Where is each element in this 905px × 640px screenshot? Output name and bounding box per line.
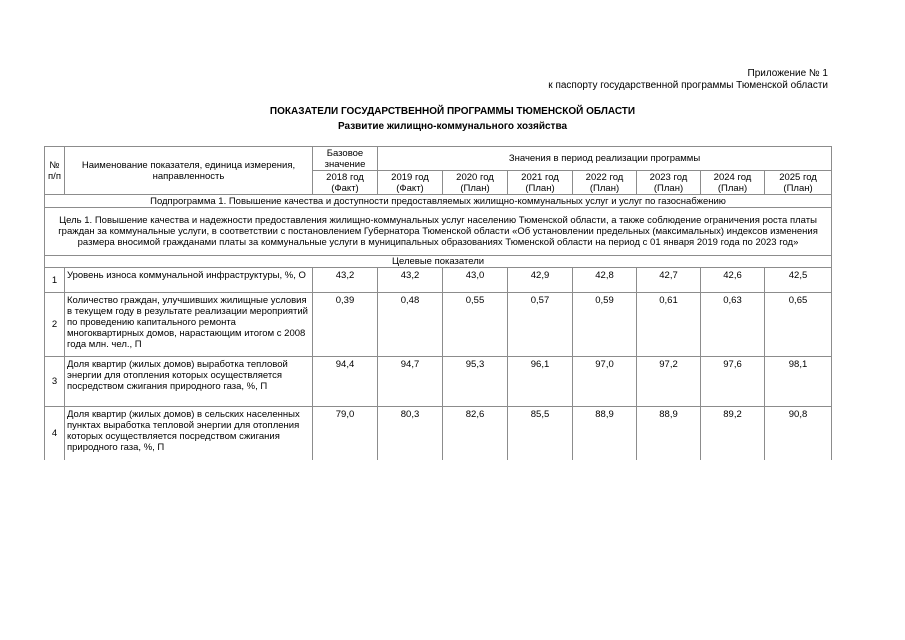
document-subtitle: Развитие жилищно-коммунального хозяйства [337,121,568,132]
indicators-table [44,146,832,460]
value-cell: 96,1 [508,357,573,407]
indicators-label: Целевые показатели [45,256,832,268]
value-cell: 94,4 [313,357,378,407]
table-row [45,407,832,460]
header-indicator-name: Наименование показателя, единица измерения, направленность [65,147,313,195]
value-cell: 0,63 [701,293,765,357]
indicator-name: Доля квартир (жилых домов) в сельских населенных пунктах выработка тепловой энергии для отопления которых осуществляется посредством сжигания природного газа, %, П [65,407,313,460]
table-row [45,293,832,357]
value-cell: 88,9 [637,407,701,460]
value-cell: 0,48 [378,293,443,357]
subprogram-row [45,195,832,208]
value-cell: 42,8 [573,268,637,293]
value-cell: 97,2 [637,357,701,407]
header-year: 2024 год (План) [701,171,765,195]
value-cell: 42,6 [701,268,765,293]
value-cell: 0,61 [637,293,701,357]
header-year: 2025 год (План) [765,171,832,195]
goal-row [45,208,832,256]
value-cell: 42,5 [765,268,832,293]
value-cell: 43,0 [443,268,508,293]
value-cell: 0,57 [508,293,573,357]
indicator-name: Уровень износа коммунальной инфраструктуры, %, О [65,268,313,293]
header-number: № п/п [45,147,65,195]
header-base-value: Базовое значение [313,147,378,171]
header-year: 2021 год (План) [508,171,573,195]
header-period-values: Значения в период реализации программы [378,147,832,171]
value-cell: 95,3 [443,357,508,407]
value-cell: 0,59 [573,293,637,357]
appendix-reference: к паспорту государственной программы Тюменской области [548,80,828,91]
row-number: 2 [45,293,65,357]
value-cell: 80,3 [378,407,443,460]
table-row [45,357,832,407]
indicator-name: Количество граждан, улучшивших жилищные условия в текущем году в результате реализации мероприятий по проведению капитального ремонта многоквартирных домов, нарастающим итогом с 2008 года млн. чел., П [65,293,313,357]
value-cell: 79,0 [313,407,378,460]
subprogram-title: Подпрограмма 1. Повышение качества и доступности предоставляемых жилищно-коммунальных услуг и услуг по газоснабжению [45,195,832,208]
value-cell: 43,2 [378,268,443,293]
value-cell: 94,7 [378,357,443,407]
value-cell: 42,9 [508,268,573,293]
row-number: 3 [45,357,65,407]
indicators-label-row [45,256,832,268]
appendix-number: Приложение № 1 [747,68,828,79]
indicator-name: Доля квартир (жилых домов) выработка тепловой энергии для отопления которых осуществляется посредством сжигания природного газа, %, П [65,357,313,407]
value-cell: 88,9 [573,407,637,460]
value-cell: 89,2 [701,407,765,460]
header-year: 2020 год (План) [443,171,508,195]
table-row [45,268,832,293]
header-year: 2023 год (План) [637,171,701,195]
header-row [45,147,832,171]
value-cell: 98,1 [765,357,832,407]
row-number: 1 [45,268,65,293]
value-cell: 0,65 [765,293,832,357]
value-cell: 82,6 [443,407,508,460]
value-cell: 97,6 [701,357,765,407]
value-cell: 42,7 [637,268,701,293]
value-cell: 90,8 [765,407,832,460]
header-year: 2018 год (Факт) [313,171,378,195]
goal-text: Цель 1. Повышение качества и надежности предоставления жилищно-коммунальных услуг населению Тюменской области, а также соблюдение ограничения роста платы граждан за коммунальные услуги, в соответствии с постановлением Губернатора Тюменской области «Об установлении предельных (максимальных) индексов изменения размера вносимой гражданами платы за коммунальные услуги в муниципальных образованиях Тюменской области на период с 01 января 2019 года по 2023 год» [45,208,832,256]
row-number: 4 [45,407,65,460]
value-cell: 43,2 [313,268,378,293]
value-cell: 0,39 [313,293,378,357]
document-title: ПОКАЗАТЕЛИ ГОСУДАРСТВЕННОЙ ПРОГРАММЫ ТЮМЕНСКОЙ ОБЛАСТИ [269,106,636,117]
value-cell: 85,5 [508,407,573,460]
value-cell: 97,0 [573,357,637,407]
header-year: 2019 год (Факт) [378,171,443,195]
header-year: 2022 год (План) [573,171,637,195]
value-cell: 0,55 [443,293,508,357]
